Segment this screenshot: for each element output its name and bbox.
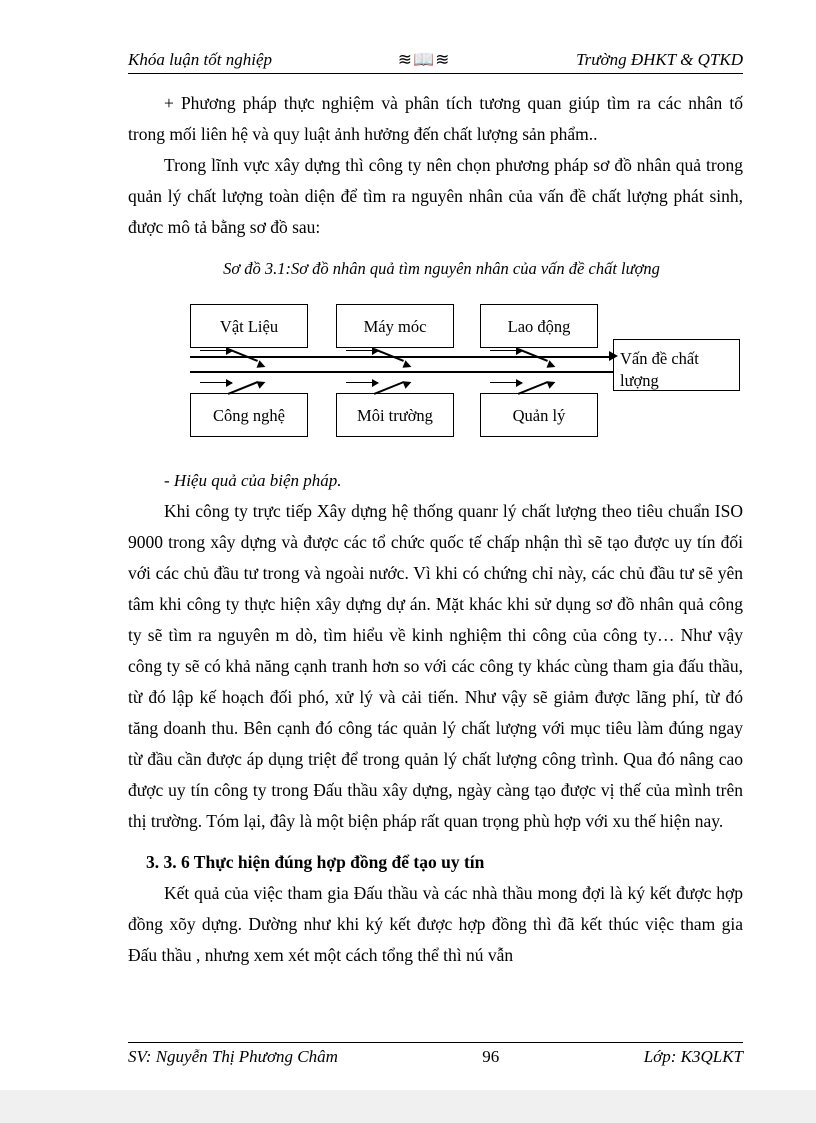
result-line-1: Vấn đề chất [620, 349, 699, 368]
diagram-rib-bottom-3-arrow [547, 378, 557, 388]
diagram-box-may-moc: Máy móc [336, 304, 454, 348]
diagram-rib-top-1-arrow [257, 360, 267, 370]
fishbone-diagram [128, 292, 743, 457]
diagram-feeder-arrow-4 [200, 382, 232, 383]
diagram-box-moi-truong: Môi trường [336, 393, 454, 437]
diagram-box-cong-nghe: Công nghệ [190, 393, 308, 437]
header-left-text: Khóa luận tốt nghiệp [128, 50, 273, 69]
diagram-box-quan-ly: Quản lý [480, 393, 598, 437]
page-number: 96 [482, 1047, 500, 1066]
page-bottom-margin [0, 1090, 816, 1123]
section-heading: 3. 3. 6 Thực hiện đúng hợp đồng để tạo uy tín [146, 852, 485, 872]
diagram-spine-arrow [609, 351, 618, 361]
diagram-feeder-arrow-6 [490, 382, 522, 383]
page-content [128, 40, 743, 971]
paragraph-1: + Phương pháp thực nghiệm và phân tích tương quan giúp tìm ra các nhân tố trong mối liên hệ và quy luật ảnh hưởng đến chất lượng sản phẩm.. [128, 93, 743, 144]
diagram-feeder-arrow-5 [346, 382, 378, 383]
diagram-feeder-arrow-3 [490, 350, 522, 351]
diagram-rib-top-3-arrow [547, 360, 557, 370]
figure-caption: Sơ đồ 3.1:Sơ đồ nhân quả tìm nguyên nhân của vấn đề chất lượng [223, 259, 660, 278]
result-line-2: lượng [620, 371, 659, 390]
diagram-box-result [613, 339, 740, 391]
diagram-spine-upper [190, 356, 614, 358]
paragraph-4: Kết quả của việc tham gia Đấu thầu và các nhà thầu mong đợi là ký kết được hợp đồng xõy dựng. Dường như khi ký kết được hợp đồng thì đã kết thúc việc tham gia Đấu thầu , nhưng xem xét một cách tổng thể thì nú vẫn [128, 883, 743, 965]
diagram-spine-lower [190, 371, 614, 373]
footer-left-text: SV: Nguyễn Thị Phương Châm [128, 1047, 338, 1066]
book-ornament-icon: ≋📖≋ [397, 50, 451, 69]
body-text [128, 88, 743, 971]
paragraph-2: Trong lĩnh vực xây dựng thì công ty nên chọn phương pháp sơ đồ nhân quả trong quản lý chất lượng toàn diện để tìm ra nguyên nhân của vấn đề chất lượng phát sinh, được mô tả bằng sơ đồ sau: [128, 155, 743, 237]
paragraph-3: Khi công ty trực tiếp Xây dựng hệ thống quanr lý chất lượng theo tiêu chuẩn ISO 9000 trong xây dựng và được các tổ chức quốc tế chấp nhận thì sẽ tạo được uy tín đối với các chủ đầu tư trong và ngoài nước. Vì khi có chứng chỉ này, các chủ đầu tư sẽ yên tâm khi công ty thực hiện xây dựng dự án. Mặt khác khi sử dụng sơ đồ nhân quả công ty sẽ tìm ra nguyên m dò, tìm hiểu về kinh nghiệm thi công của công ty… Như vậy công ty sẽ có khả năng cạnh tranh hơn so với các công ty khác cùng tham gia đấu thầu, từ đó lập kế hoạch đối phó, xử lý và cải tiến. Như vậy sẽ giảm được lãng phí, từ đó tăng doanh thu. Bên cạnh đó công tác quản lý chất lượng với mục tiêu làm đúng ngay từ đầu cần được áp dụng triệt để trong quản lý chất lượng công trình. Qua đó nâng cao được uy tín công ty trong Đấu thầu xây dựng, ngày càng tạo được vị thế của mình trên thị trường. Tóm lại, đây là một biện pháp rất quan trọng phù hợp với xu thế hiện nay. [128, 501, 743, 831]
footer-right-text: Lớp: K3QLKT [643, 1047, 743, 1066]
diagram-rib-bottom-1-arrow [257, 378, 267, 388]
sub-caption: - Hiệu quả của biện pháp. [164, 471, 342, 490]
diagram-rib-top-2-arrow [403, 360, 413, 370]
header-right-text: Trường ĐHKT & QTKD [576, 50, 743, 69]
diagram-box-vat-lieu: Vật Liệu [190, 304, 308, 348]
page-header [128, 40, 743, 74]
diagram-box-lao-dong: Lao động [480, 304, 598, 348]
diagram-rib-bottom-2-arrow [403, 378, 413, 388]
diagram-feeder-arrow-2 [346, 350, 378, 351]
page-footer [128, 1042, 743, 1067]
diagram-feeder-arrow-1 [200, 350, 232, 351]
